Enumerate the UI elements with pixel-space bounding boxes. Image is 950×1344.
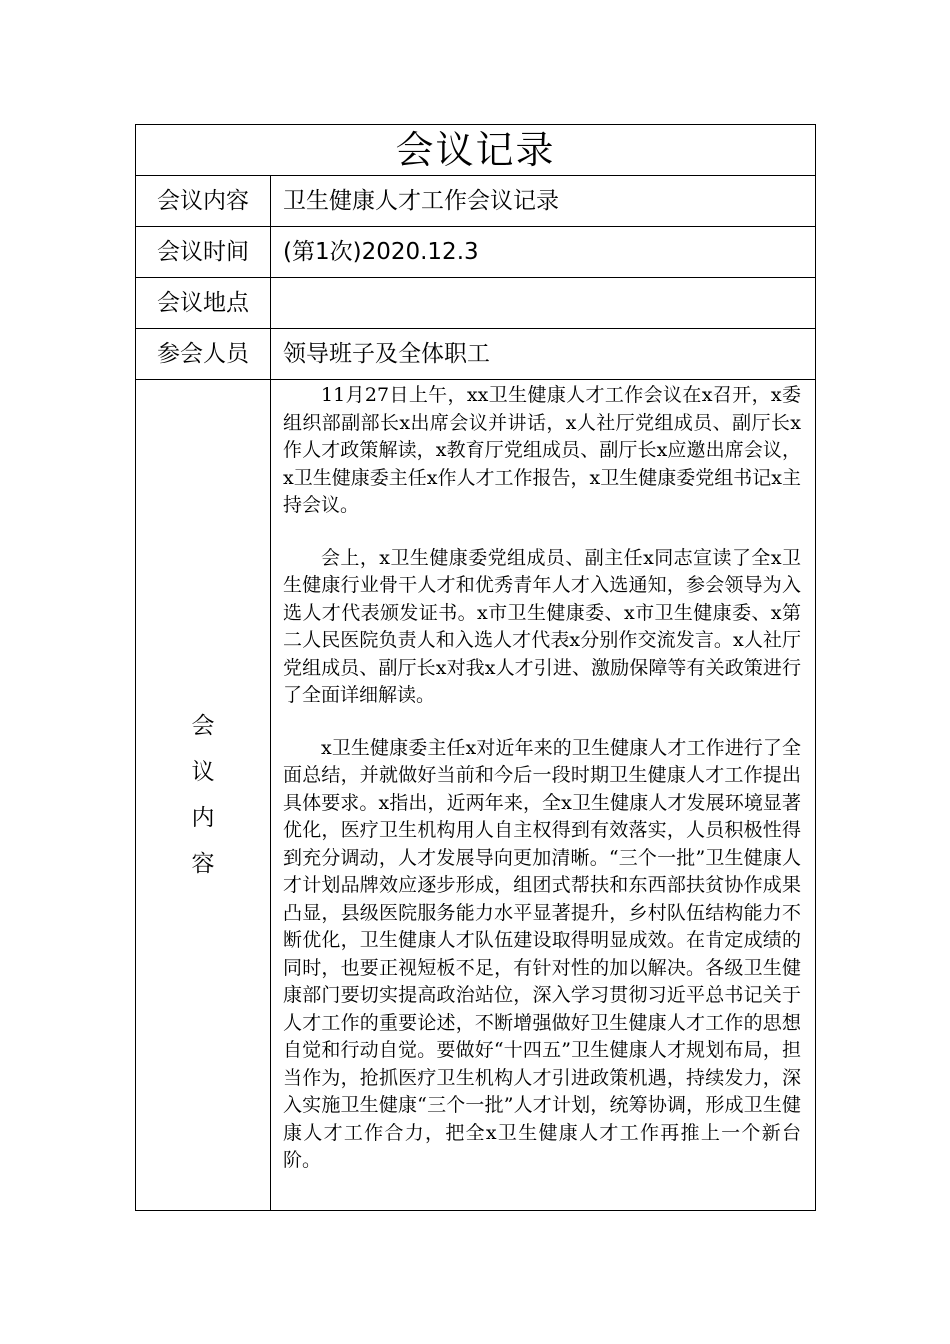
- subject-label: 会议内容: [136, 176, 271, 227]
- attendees-label: 参会人员: [136, 329, 271, 380]
- attendees-value: 领导班子及全体职工: [271, 329, 816, 380]
- content-label-cell: [136, 380, 271, 1211]
- subject-value: 卫生健康人才工作会议记录: [271, 176, 816, 227]
- location-value: [271, 278, 816, 329]
- meeting-record-table: [135, 124, 816, 1211]
- title-row: [136, 125, 816, 176]
- content-body: [271, 380, 816, 1211]
- content-paragraph-3: x卫生健康委主任x对近年来的卫生健康人才工作进行了全面总结，并就做好当前和今后一段时期卫生健康人才工作提出具体要求。x指出，近两年来，全x卫生健康人才发展环境显著优化，医疗卫生机构用人自主权得到有效落实，人员积极性得到充分调动，人才发展导向更加清晰。“三个一批”卫生健康人才计划品牌效应逐步形成，组团式帮扶和东西部扶贫协作成果凸显，县级医院服务能力水平显著提升，乡村队伍结构能力不断优化，卫生健康人才队伍建设取得明显成效。在肯定成绩的同时，也要正视短板不足，有针对性的加以解决。各级卫生健康部门要切实提高政治站位，深入学习贯彻习近平总书记关于人才工作的重要论述，不断增强做好卫生健康人才工作的思想自觉和行动自觉。要做好“十四五”卫生健康人才规划布局，担当作为，抢抓医疗卫生机构人才引进政策机遇，持续发力，深入实施卫生健康“三个一批”人才计划，统筹协调，形成卫生健康人才工作合力，把全x卫生健康人才工作再推上一个新台阶。: [283, 736, 802, 1171]
- location-row: [136, 278, 816, 329]
- content-paragraph-2: 会上，x卫生健康委党组成员、副主任x同志宣读了全x卫生健康行业骨干人才和优秀青年人才入选通知，参会领导为入选人才代表颁发证书。x市卫生健康委、x市卫生健康委、x第二人民医院负责人和入选人才代表x分别作交流发言。x人社厅党组成员、副厅长x对我x人才引进、激励保障等有关政策进行了全面详细解读。: [283, 546, 802, 706]
- location-label: 会议地点: [136, 278, 271, 329]
- content-paragraph-1: 11月27日上午，xx卫生健康人才工作会议在x召开，x委组织部副部长x出席会议并讲话，x人社厅党组成员、副厅长x作人才政策解读，x教育厅党组成员、副厅长x应邀出席会议，x卫生健康委主任x作人才工作报告，x卫生健康委党组书记x主持会议。: [283, 384, 802, 516]
- time-value: (第1次)2020.12.3: [271, 227, 816, 278]
- subject-row: [136, 176, 816, 227]
- attendees-row: [136, 329, 816, 380]
- document-title: 会议记录: [136, 125, 816, 176]
- time-label: 会议时间: [136, 227, 271, 278]
- content-row: [136, 380, 816, 1211]
- time-row: [136, 227, 816, 278]
- content-label: 会议内容: [191, 713, 215, 877]
